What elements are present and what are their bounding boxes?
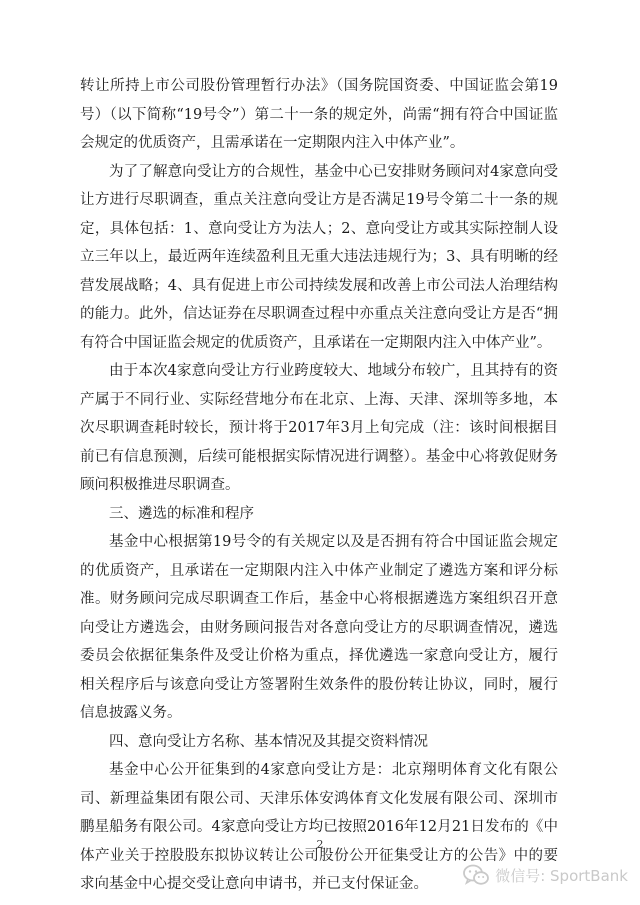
document-body [80,72,558,899]
wechat-watermark [463,864,628,886]
paragraph-5: 基金中心公开征集到的4家意向受让方是：北京翔明体育文化有限公司、新理益集团有限公司、天津乐体安鸿体育文化发展有限公司、深圳市鹏星船务有限公司。4家意向受让方均已按照2016年12月21日发布的《中体产业关于控股股东拟协议转让公司股份公开征集受让方的公告》中的要求向基金中心提交受让意向申请书，并已支付保证金。 [80,762,558,892]
wechat-icon [463,864,489,886]
section-heading-3: 三、遴选的标准和程序 [109,505,254,522]
paragraph-1: 转让所持上市公司股份管理暂行办法》（国务院国资委、中国证监会第19号）（以下简称“19号令”）第二十一条的规定外，尚需“拥有符合中国证监会规定的优质资产，且需承诺在一定期限内注入中体产业”。 [80,78,558,151]
paragraph-2: 为了了解意向受让方的合规性，基金中心已安排财务顾问对4家意向受让方进行尽职调查，重点关注意向受让方是否满足19号令第二十一条的规定，具体包括：1、意向受让方为法人；2、意向受让方或其实际控制人设立三年以上，最近两年连续盈利且无重大违法违规行为；3、具有明晰的经营发展战略；4、具有促进上市公司持续发展和改善上市公司法人治理结构的能力。此外，信达证券在尽职调查过程中亦重点关注意向受让方是否“拥有符合中国证监会规定的优质资产，且承诺在一定期限内注入中体产业”。 [80,163,558,351]
watermark-label: 微信号: SportBank [495,866,628,885]
paragraph-4: 基金中心根据第19号令的有关规定以及是否拥有符合中国证监会规定的优质资产，且承诺在一定期限内注入中体产业制定了遴选方案和评分标准。财务顾问完成尽职调查工作后，基金中心将根据遴选方案组织召开意向受让方遴选会，由财务顾问报告对各意向受让方的尽职调查情况，遴选委员会依据征集条件及受让价格为重点，择优遴选一家意向受让方，履行相关程序后与该意向受让方签署附生效条件的股份转让协议，同时，履行信息披露义务。 [80,534,558,721]
paragraph-3: 由于本次4家意向受让方行业跨度较大、地域分布较广，且其持有的资产属于不同行业、实际经营地分布在北京、上海、天津、深圳等多地，本次尽职调查耗时较长，预计将于2017年3月上旬完成（注：该时间根据目前已有信息预测，后续可能根据实际情况进行调整）。基金中心将敦促财务顾问积极推进尽职调查。 [80,363,558,493]
section-heading-4: 四、意向受让方名称、基本情况及其提交资料情况 [109,733,428,750]
page-number: 2 [316,838,324,851]
